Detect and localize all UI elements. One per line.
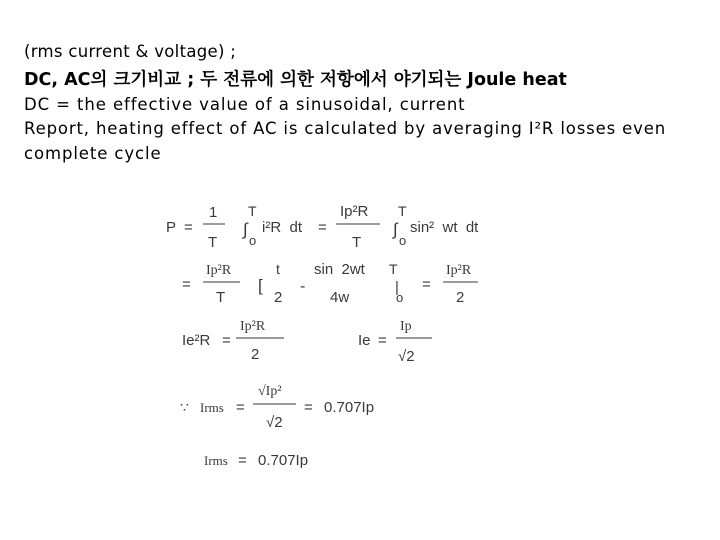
heading-line-rms: (rms current & voltage) ; [24, 42, 237, 61]
eq2-sin-num: sin 2wt [314, 261, 365, 278]
equation-rms-result [204, 452, 308, 469]
eq1-integrand: i²R dt [262, 219, 303, 236]
eq4-equals2: = [304, 399, 313, 416]
eq1-frac1-num: 1 [209, 204, 218, 221]
equation-evaluated-integral [182, 261, 478, 306]
text-line-report: Report, heating effect of AC is calculated by averaging I²R losses even [24, 119, 667, 138]
eq3-equals: = [222, 332, 231, 349]
eq2-equals: = [182, 276, 191, 293]
heading-line-korean: DC, AC의 크기비교 ; 두 전류에 의한 저항에서 야기되는 Joule heat [24, 70, 567, 90]
equation-rms-derivation [180, 384, 374, 431]
eq2-lower-limit: o [396, 290, 404, 305]
eq3-frac2-num: Ip [400, 319, 412, 334]
eq4-frac-den: √2 [266, 414, 283, 431]
eq1-lower-limit2: o [399, 233, 407, 248]
eq5-result: 0.707Ip [258, 452, 309, 469]
eq1-equals2: = [318, 219, 327, 236]
eq2-result-den: 2 [456, 289, 465, 306]
eq2-minus: - [300, 278, 306, 295]
text-line-complete-cycle: complete cycle [24, 144, 162, 163]
equation-power-integral [166, 203, 479, 251]
eq2-frac-den: T [216, 289, 226, 306]
eq4-lhs: Irms [200, 400, 224, 415]
eq1-lhs: P [166, 219, 177, 236]
eq4-equals: = [236, 399, 245, 416]
because-symbol: ∵ [180, 399, 189, 415]
eq1-upper-limit: T [248, 203, 257, 219]
text-line-dc-definition: DC = the effective value of a sinusoidal, current [24, 95, 466, 114]
eq2-t-den: 2 [274, 289, 283, 306]
eq3-frac2-den: √2 [398, 348, 415, 365]
eq1-integral-sign: ∫ [243, 220, 248, 239]
eq3-frac-den: 2 [251, 346, 260, 363]
eq2-equals2: = [422, 276, 431, 293]
eq4-frac-num: √Ip² [258, 384, 282, 399]
eq3-lhs: Ie²R [182, 332, 211, 349]
eq1-frac2-num: Ip²R [340, 203, 369, 220]
eq1-lower-limit: o [249, 233, 257, 248]
eq2-bracket: [ [258, 276, 263, 295]
eq5-lhs: Irms [204, 453, 228, 468]
eq2-frac-num: Ip²R [206, 263, 232, 278]
equation-effective-current [182, 319, 432, 365]
eq3-equals2: = [378, 332, 387, 349]
eq2-t-num: t [276, 261, 280, 277]
eq3-lhs2: Ie [358, 332, 371, 349]
eq2-sin-den: 4w [330, 289, 350, 306]
eq1-equals: = [184, 219, 193, 236]
eq2-eval-bar: | [395, 279, 399, 296]
eq4-result: 0.707Ip [324, 399, 375, 416]
eq1-upper-limit2: T [398, 203, 407, 219]
eq1-integrand2: sin² wt dt [410, 219, 479, 236]
eq2-result-num: Ip²R [446, 263, 472, 278]
eq1-frac2-den: T [352, 234, 362, 251]
eq3-frac-num: Ip²R [240, 319, 266, 334]
eq5-equals: = [238, 452, 247, 469]
eq2-upper-limit: T [389, 261, 398, 277]
eq1-frac1-den: T [208, 234, 218, 251]
eq1-integral-sign2: ∫ [393, 220, 398, 239]
